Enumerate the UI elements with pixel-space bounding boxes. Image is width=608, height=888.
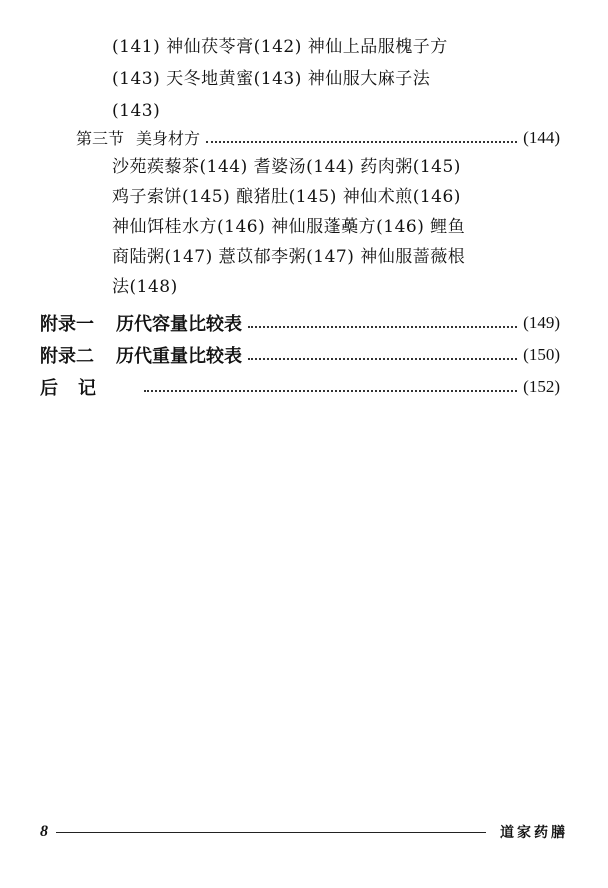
section-page-number: (144) — [523, 127, 560, 147]
leader-dots — [206, 141, 517, 143]
appendix-label: 附录一 — [40, 314, 94, 335]
afterword-page-number: (152) — [523, 377, 560, 396]
toc-appendix-row[interactable] — [40, 310, 560, 336]
footer-rule — [56, 832, 486, 833]
section-title: 美身材方 — [136, 129, 201, 148]
appendix-page-number: (149) — [523, 313, 560, 332]
toc-section-row[interactable] — [76, 126, 560, 149]
toc-item-line: 神仙饵桂水方(146) 神仙服蓬蘽方(146) 鲤鱼 — [112, 217, 466, 237]
afterword-label: 后记 — [40, 378, 116, 399]
appendix-label: 附录二 — [40, 346, 94, 367]
toc-item-line: 法(148) — [112, 277, 178, 297]
page-footer — [40, 822, 568, 842]
toc-item-line: 商陆粥(147) 薏苡郁李粥(147) 神仙服蔷薇根 — [112, 247, 466, 267]
appendix-title: 历代容量比较表 — [116, 314, 242, 335]
section-label: 第三节 — [76, 129, 125, 148]
toc-item-line: 沙苑蒺藜茶(144) 耆婆汤(144) 药肉粥(145) — [112, 157, 461, 177]
toc-continuation-line: (141) 神仙茯苓膏(142) 神仙上品服槐子方 — [112, 37, 448, 57]
toc-continuation-line: (143) 天冬地黄蜜(143) 神仙服大麻子法 — [112, 69, 431, 89]
book-title: 道家药膳 — [500, 825, 568, 841]
appendix-page-number: (150) — [523, 345, 560, 364]
page-number: 8 — [40, 823, 48, 840]
toc-item-line: 鸡子索饼(145) 酿猪肚(145) 神仙术煎(146) — [112, 187, 461, 207]
toc-continuation-line: (143) — [112, 101, 161, 121]
toc-appendix-row[interactable] — [40, 342, 560, 368]
leader-dots — [144, 390, 517, 392]
leader-dots — [248, 326, 517, 328]
toc-afterword-row[interactable] — [40, 374, 560, 400]
appendix-title: 历代重量比较表 — [116, 346, 242, 367]
leader-dots — [248, 358, 517, 360]
